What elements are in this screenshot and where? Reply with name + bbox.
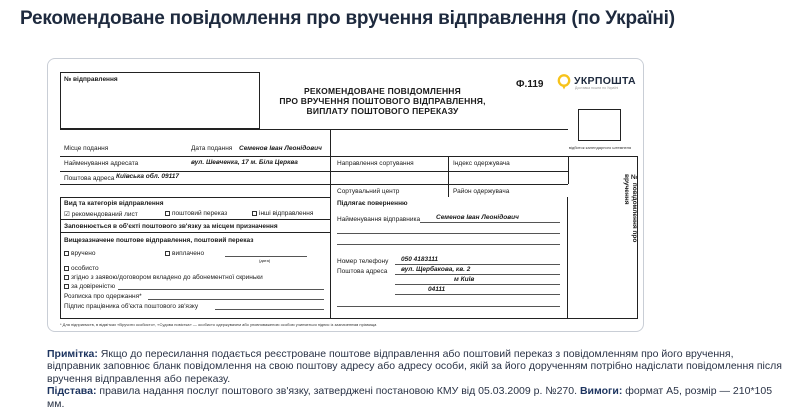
sorting-center-label: Сортувальний центр xyxy=(337,188,400,195)
note-key: Примітка: xyxy=(47,348,98,360)
checkbox-icon xyxy=(64,284,69,289)
date-caption: (дата) xyxy=(259,258,271,263)
stamp-box xyxy=(578,109,621,141)
form-number: Ф.119 xyxy=(516,79,544,90)
phone-value: 050 4183111 xyxy=(401,256,438,263)
form-title-line: ПРО ВРУЧЕННЯ ПОШТОВОГО ВІДПРАВЛЕННЯ, xyxy=(279,96,486,106)
category-option-money-order: поштовий переказ xyxy=(165,210,227,217)
paid-option: виплачено xyxy=(165,250,204,257)
shipment-number-label: № відправлення xyxy=(64,76,118,83)
delivery-subheading: Вищезазначене поштове відправлення, поштовий переказ xyxy=(64,237,254,244)
place-label: Місце подання xyxy=(64,145,109,152)
checked-checkbox-icon: ☑ xyxy=(64,211,70,218)
form-footnote: * Для підприємств, в відмітках «Вручити особисто», «Судова повістка» — особисто одержувачем або уповноваженою особою учиняється підпис із зазначенням прізвища xyxy=(60,322,377,327)
addressee-label: Найменування адресата xyxy=(64,160,139,167)
logo-tagline: Доставка пошти по Україні xyxy=(575,86,619,90)
employee-signature-label: Підпис працівника об'єкта поштового зв'язку xyxy=(64,303,199,310)
page-title: Рекомендоване повідомлення про вручення відправлення (по Україні) xyxy=(20,8,675,29)
basis-key: Підстава: xyxy=(47,385,97,398)
checkbox-icon xyxy=(165,211,170,216)
receipt-signature-label: Розписка про одержання* xyxy=(64,293,142,300)
form-f119 xyxy=(60,72,638,319)
return-address-line: 04111 xyxy=(428,286,446,293)
date-value: Семенов Іван Леонідович xyxy=(239,145,322,152)
date-label: Дата подання xyxy=(191,145,233,152)
requirements-text: формат А5, розмір — 210*105 мм. xyxy=(47,385,773,410)
return-address-label: Поштова адреса xyxy=(337,268,388,275)
logo-name: УКРПОШТА xyxy=(574,75,636,87)
return-address-line: вул. Щербакова, кв. 2 xyxy=(401,266,471,273)
return-address-line: м Київ xyxy=(454,276,475,283)
district-label: Район одержувача xyxy=(453,188,510,195)
requirements-key: Вимоги: xyxy=(579,385,623,398)
delivered-option: вручено xyxy=(64,250,95,257)
return-heading: Підлягає поверненню xyxy=(337,200,408,207)
category-option-registered-letter: ☑ рекомендований лист xyxy=(64,211,138,218)
stamp-caption: відбиток календарного штемпеля xyxy=(568,145,632,150)
notes-block xyxy=(47,348,787,410)
sorting-label: Направлення сортування xyxy=(337,160,414,167)
personally-option: особисто xyxy=(64,265,99,272)
index-label: Індекс одержувача xyxy=(453,160,510,167)
delivery-heading: Заповнюється в об'єкті поштового зв'язку за місцем призначення xyxy=(64,223,278,230)
addressee-value: вул. Шевченка, 17 м. Біла Церква xyxy=(191,159,298,166)
form-title xyxy=(265,86,500,116)
checkbox-icon xyxy=(252,211,257,216)
category-heading: Вид та категорія відправлення xyxy=(64,200,164,207)
ukrposhta-logo-icon xyxy=(557,74,571,90)
form-title-line: ВИПЛАТУ ПОШТОВОГО ПЕРЕКАЗУ xyxy=(306,106,459,116)
category-option-other: інші відправлення xyxy=(252,210,313,217)
basis-text: правила надання послуг поштового зв'язку, затверджені постановою КМУ від 05.03.2009 р. №270. xyxy=(99,385,578,398)
address-label: Поштова адреса xyxy=(64,175,115,182)
checkbox-icon xyxy=(165,251,170,256)
form-title-line: РЕКОМЕНДОВАНЕ ПОВІДОМЛЕННЯ xyxy=(304,86,461,96)
sender-label: Найменування відправника xyxy=(337,216,421,223)
address-value: Київська обл. 09117 xyxy=(116,173,179,180)
by-application-option: згідно з заявою/договором вкладено до абонементної скриньки xyxy=(64,274,263,281)
checkbox-icon xyxy=(64,266,69,271)
phone-label: Номер телефону xyxy=(337,258,389,265)
checkbox-icon xyxy=(64,251,69,256)
notification-number-vertical-label: № повідомлення про вручення xyxy=(623,174,638,243)
note-text: Якщо до пересилання подається реєстроване поштове відправлення або поштовий переказ з повідомленням про його вручення, відправник заповнює бланк повідомлення на свою поштову адресу або адресу особи, якій за його дорученням потрібно надіслати повідомлення після вручення відправлення або переказу. xyxy=(47,348,782,385)
checkbox-icon xyxy=(64,275,69,280)
by-proxy-option: за довіреністю xyxy=(64,283,115,290)
sender-value: Семенов Іван Леонідович xyxy=(436,214,519,221)
